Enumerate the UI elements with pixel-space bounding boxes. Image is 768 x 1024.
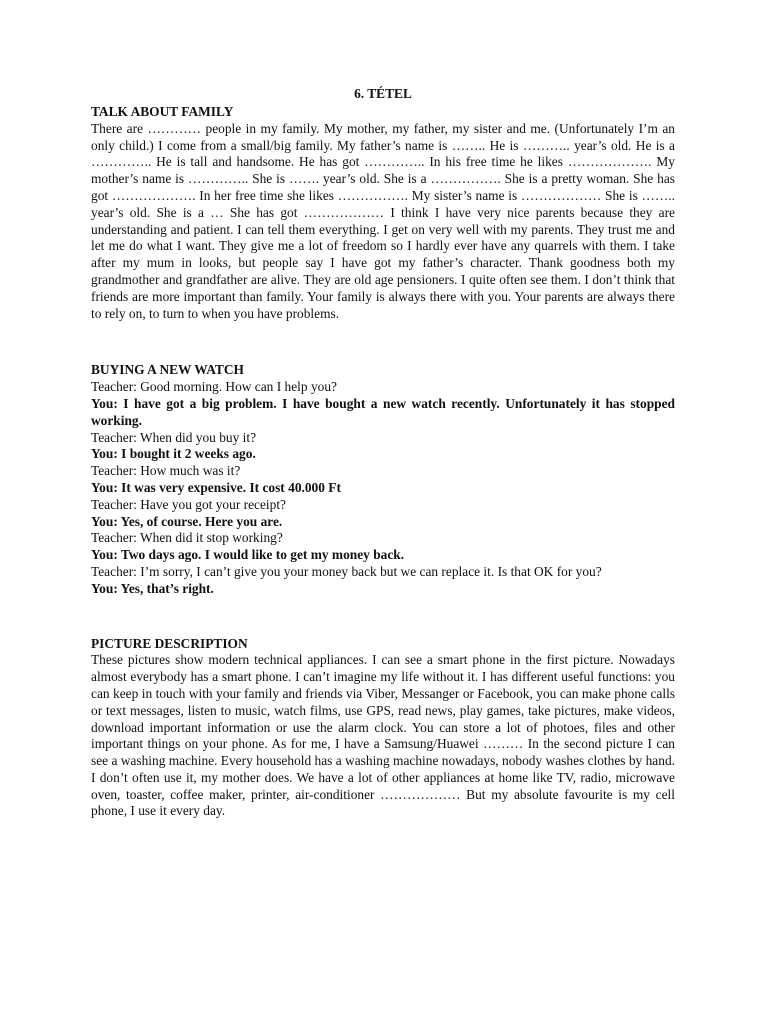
dialogue-line: You: It was very expensive. It cost 40.000 Ft (91, 479, 341, 495)
dialogue-line: You: Two days ago. I would like to get my money back. (91, 547, 405, 563)
dialogue-line: Teacher: I’m sorry, I can’t give you your money back but we can replace it. Is that OK for you? (91, 563, 602, 579)
section-spacer (91, 598, 675, 636)
page-title: 6. TÉTEL (354, 86, 412, 101)
dialogue-line: Teacher: How much was it? (91, 463, 241, 479)
dialogue-line: Teacher: Good morning. How can I help you? (91, 379, 337, 395)
family-heading: TALK ABOUT FAMILY (91, 104, 234, 119)
section-spacer (91, 322, 675, 362)
dialogue-line: You: I bought it 2 weeks ago. (91, 446, 256, 462)
dialogue-line: Teacher: When did it stop working? (91, 530, 283, 546)
dialogue-line: You: Yes, that’s right. (91, 580, 214, 596)
picture-paragraph: These pictures show modern technical appliances. I can see a smart phone in the first picture. Nowadays almost everybody has a smart phone. I can’t imagine my life without it. I has different useful functions: you can keep in touch with your family and friends via Viber, Messanger or Facebook, you can make phone calls or text messages, listen to music, watch films, use GPS, read news, play games, take pictures, make videos, download important information or use the alarm clock. You can store a lot of photoes, files and other important things on your phone. As for me, I have a Samsung/Huawei ……… In the second picture I can see a washing machine. Every household has a washing machine nowadays, nobody washes clothes by hand. I don’t often use it, my mother does. We have a lot of other appliances at home like TV, radio, microwave oven, toaster, coffee maker, printer, air-conditioner ……………… But my absolute favourite is my cell phone, I use it every day. (91, 652, 675, 819)
dialogue-line: You: I have got a big problem. I have bought a new watch recently. Unfortunately it has stopped working. (91, 395, 675, 428)
document-page (91, 86, 675, 820)
dialogue-line: Teacher: Have you got your receipt? (91, 496, 286, 512)
watch-heading: BUYING A NEW WATCH (91, 362, 244, 378)
family-paragraph: There are ………… people in my family. My mother, my father, my sister and me. (Unfortunately I’m an only child.) I come from a small/big family. My father’s name is …….. He is ……….. year’s old. He is a ………….. He is tall and handsome. He has got ………….. In his free time he likes ………………. My mother’s name is ………….. She is ……. year’s old. She is a ……………. She is a pretty woman. She has got ………………. In her free time she likes ……………. My sister’s name is ……………… She is …….. year’s old. She is a … She has got ……………… I think I have very nice parents because they are understanding and patient. I can tell them everything. I get on very well with my parents. They trust me and let me do what I want. They give me a lot of freedom so I hardly ever have any quarrels with them. I take after my mum in looks, but people say I have got my father’s character. Thank goodness both my grandmother and grandfather are alive. They are old age pensioners. I quite often see them. I don’t think that friends are more important than family. Your family is always there with you. Your parents are always there to rely on, to turn to when you have problems. (91, 120, 675, 321)
watch-dialogue (91, 379, 675, 597)
dialogue-line: Teacher: When did you buy it? (91, 429, 257, 445)
picture-heading: PICTURE DESCRIPTION (91, 635, 248, 651)
dialogue-line: You: Yes, of course. Here you are. (91, 513, 283, 529)
